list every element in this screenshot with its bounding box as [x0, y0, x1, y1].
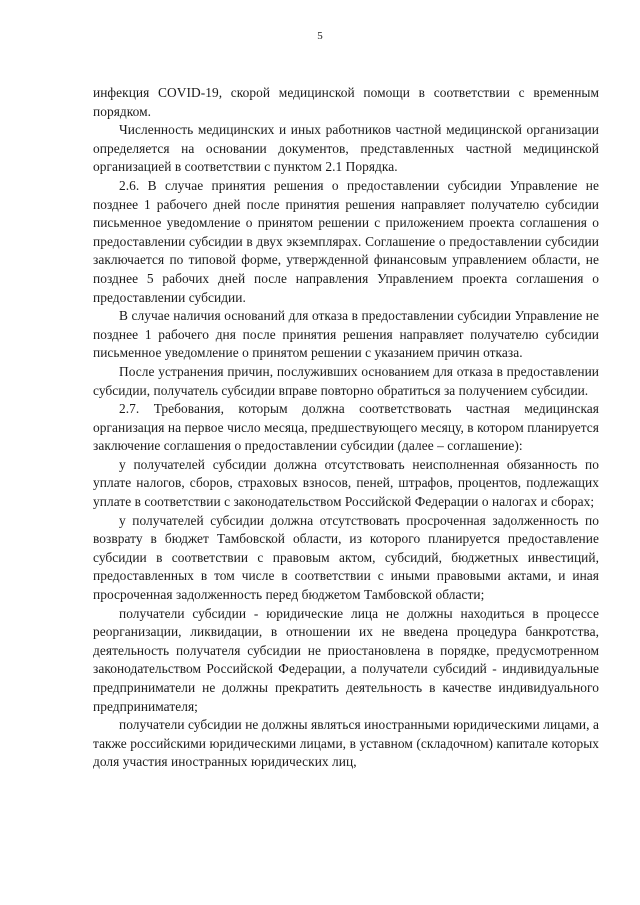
paragraph: После устранения причин, послуживших основанием для отказа в предоставлении субсидии, получатель субсидии вправе повторно обратиться за получением субсидии.: [93, 363, 599, 398]
page-number: 5: [317, 30, 323, 42]
paragraph: получатели субсидии не должны являться иностранными юридическими лицами, а также российскими юридическими лицами, в уставном (складочном) капитале которых доля участия иностранных юридических лиц,: [93, 717, 599, 770]
paragraph: 2.7. Требования, которым должна соответствовать частная медицинская организация на первое число месяца, предшествующего месяцу, в котором планируется заключение соглашения о предоставлении субсидии (далее – соглашение):: [93, 401, 599, 454]
paragraph: получатели субсидии - юридические лица не должны находиться в процессе реорганизации, ликвидации, в отношении их не введена процедура банкротства, деятельность получателя субсидии не приостановлена в порядке, предусмотренном законодательством Российской Федерации, а получатели субсидий - индивидуальные предприниматели не должны прекратить деятельность в качестве индивидуального предпринимателя;: [93, 605, 599, 714]
paragraph: инфекция COVID-19, скорой медицинской помощи в соответствии с временным порядком.: [93, 85, 599, 119]
paragraph: у получателей субсидии должна отсутствовать просроченная задолженность по возврату в бюджет Тамбовской области, из которого планируется предоставление субсидии в соответствии с правовым актом, субсидий, бюджетных инвестиций, предоставленных в том числе в соответствии с иными правовыми актами, и иная просроченная задолженность перед бюджетом Тамбовской области;: [93, 512, 599, 603]
body-text: [93, 84, 599, 772]
paragraph: В случае наличия оснований для отказа в предоставлении субсидии Управление не позднее 1 рабочего дня после принятия решения направляет получателю субсидии письменное уведомление о принятом решении с указанием причин отказа.: [93, 308, 599, 361]
paragraph: Численность медицинских и иных работников частной медицинской организации определяется на основании документов, представленных частной медицинской организацией в соответствии с пунктом 2.1 Порядка.: [93, 122, 599, 175]
paragraph: у получателей субсидии должна отсутствовать неисполненная обязанность по уплате налогов, сборов, страховых взносов, пеней, штрафов, процентов, подлежащих уплате в соответствии с законодательством Российской Федерации о налогах и сборах;: [93, 456, 599, 510]
paragraph: 2.6. В случае принятия решения о предоставлении субсидии Управление не позднее 1 рабочего дней после принятия решения направляет получателю субсидии письменное уведомление о принятом решении с приложением проекта соглашения о предоставлении субсидии в двух экземплярах. Соглашение о предоставлении субсидии заключается по типовой форме, утвержденной финансовым управлением области, не позднее 5 рабочих дней после направления Управлением проекта соглашения о предоставлении субсидии.: [93, 177, 599, 305]
